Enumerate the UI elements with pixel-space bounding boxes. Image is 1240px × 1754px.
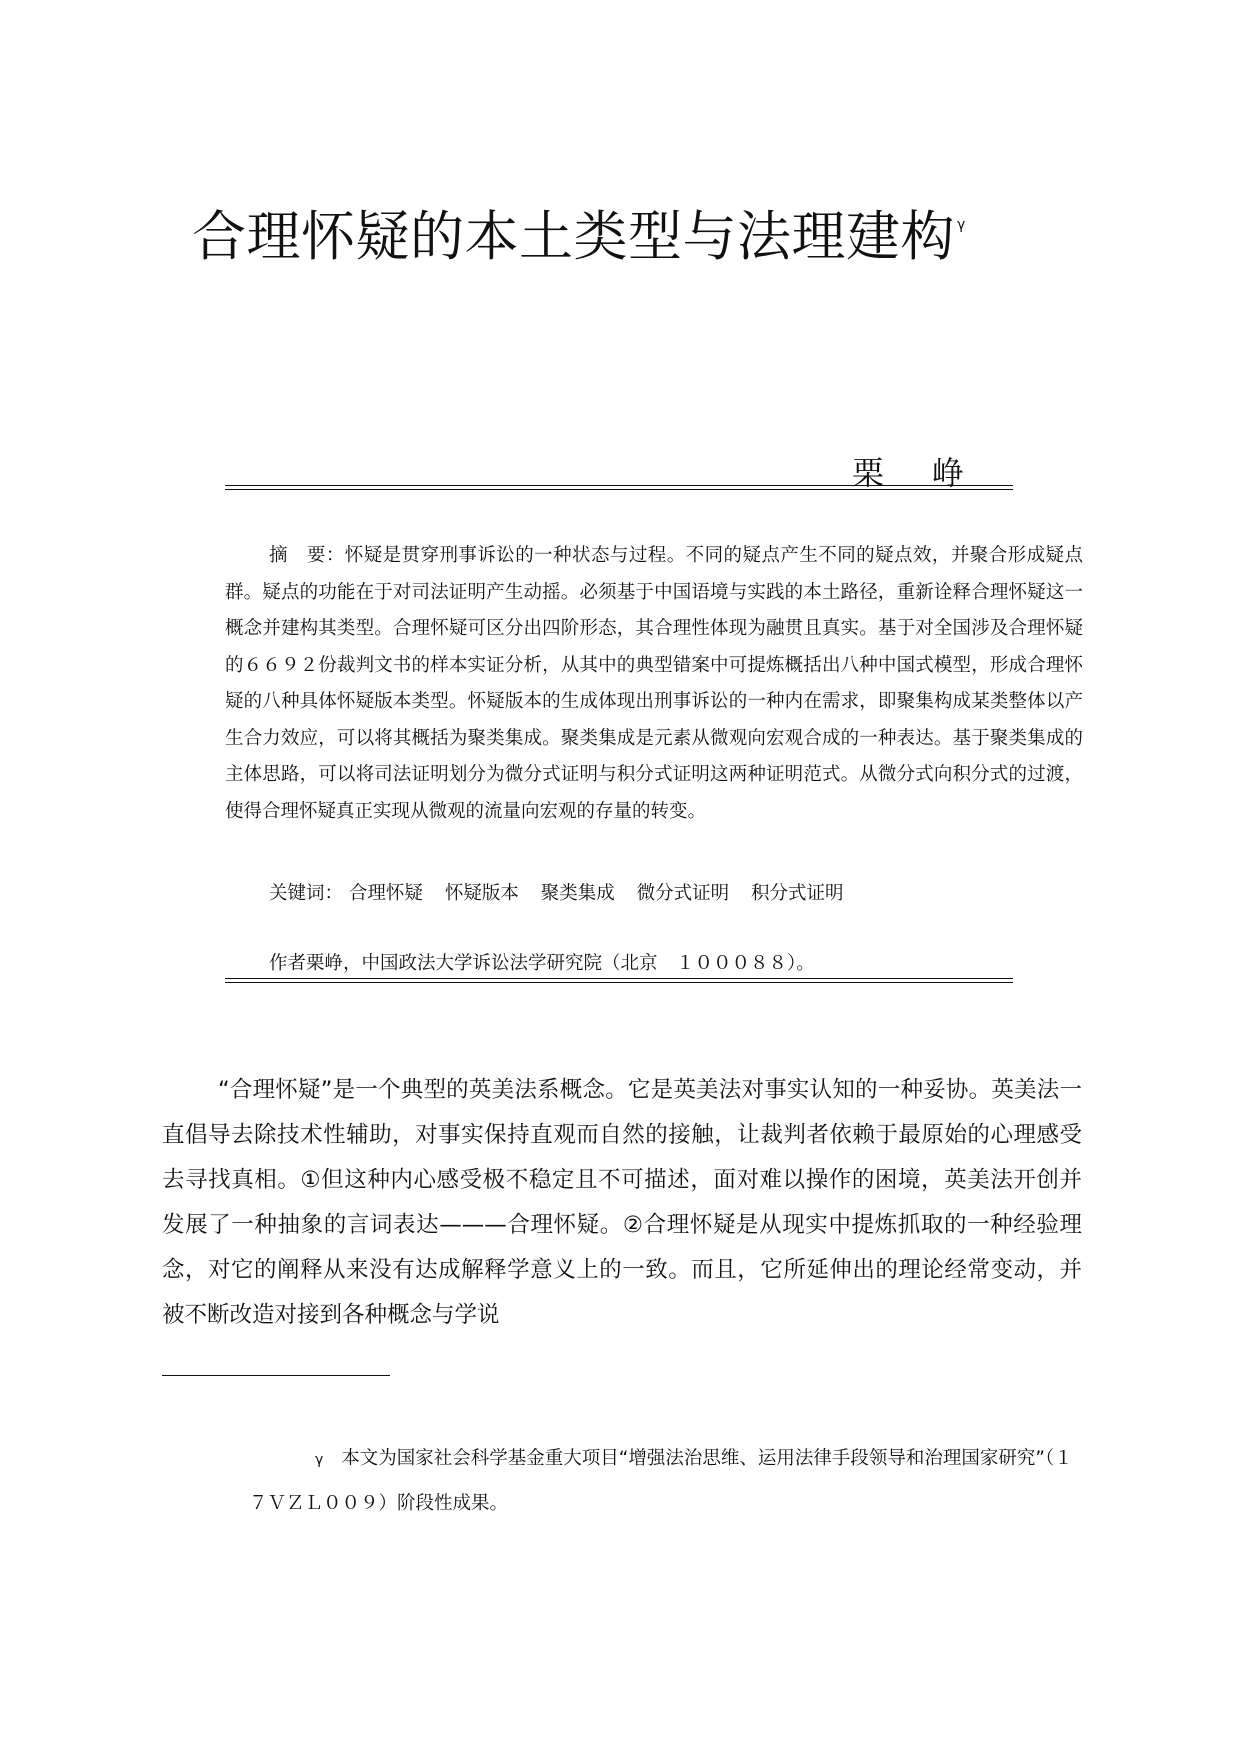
abstract-text: 怀疑是贯穿刑事诉讼的一种状态与过程。不同的疑点产生不同的疑点效，并聚合形成疑点群。疑点的功能在于对司法证明产生动摇。必须基于中国语境与实践的本土路径，重新诠释合理怀疑这一概念并建构其类型。合理怀疑可区分出四阶形态，其合理性体现为融贯且真实。基于对全国涉及合理怀疑的６６９２份裁判文书的样本实证分析，从其中的典型错案中可提炼概括出八种中国式模型，形成合理怀疑的八种具体怀疑版本类型。怀疑版本的生成体现出刑事诉讼的一种内在需求，即聚集构成某类整体以产生合力效应，可以将其概括为聚类集成。聚类集成是元素从微观向宏观合成的一种表达。基于聚类集成的主体思路，可以将司法证明划分为微分式证明与积分式证明这两种证明范式。从微分式向积分式的过渡，使得合理怀疑真正实现从微观的流量向宏观的存量的转变。 bbox=[225, 545, 1083, 822]
footnote-mark: γ bbox=[315, 1452, 324, 1468]
keyword-item: 怀疑版本 bbox=[444, 883, 519, 904]
author-name: 栗峥 bbox=[851, 454, 1012, 492]
header-double-rule bbox=[225, 485, 1013, 490]
keyword-item: 聚类集成 bbox=[540, 883, 615, 904]
footnote-separator bbox=[162, 1375, 390, 1376]
paper-title bbox=[192, 205, 966, 270]
body-paragraph: “合理怀疑”是一个典型的英美法系概念。它是英美法对事实认知的一种妥协。英美法一直倡导去除技术性辅助，对事实保持直观而自然的接触，让裁判者依赖于最原始的心理感受去寻找真相。①但这种内心感受极不稳定且不可描述，面对难以操作的困境，英美法开创并发展了一种抽象的言词表达———合理怀疑。②合理怀疑是从现实中提炼抓取的一种经验理念，对它的阐释从来没有达成解释学意义上的一致。而且，它所延伸出的理论经常变动，并被不断改造对接到各种概念与学说 bbox=[162, 1077, 1082, 1328]
keyword-item: 合理怀疑 bbox=[348, 883, 423, 904]
keyword-item: 微分式证明 bbox=[636, 883, 730, 904]
keywords-label: 关键词： bbox=[269, 883, 344, 904]
abstract bbox=[225, 538, 1083, 830]
title-footnote-mark[interactable]: γ bbox=[957, 217, 966, 233]
keywords bbox=[269, 876, 860, 912]
abstract-double-rule bbox=[225, 978, 1013, 983]
abstract-label: 摘 要： bbox=[269, 545, 345, 566]
author-affiliation: 作者栗峥，中国政法大学诉讼法学研究院（北京 １０００８８）。 bbox=[269, 953, 815, 974]
title-text: 合理怀疑的本土类型与法理建构 bbox=[192, 205, 955, 268]
footnote-text: 本文为国家社会科学基金重大项目“增强法治思维、运用法律手段领导和治理国家研究”（１７ＶＺＬ００９）阶段性成果。 bbox=[249, 1448, 1073, 1514]
keyword-item: 积分式证明 bbox=[751, 883, 844, 904]
footnote bbox=[249, 1437, 1083, 1526]
